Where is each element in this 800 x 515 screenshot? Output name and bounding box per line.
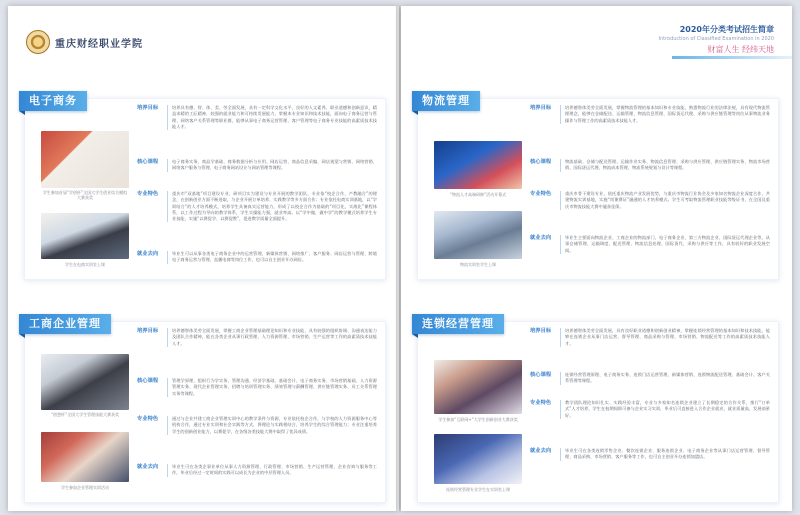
section-title: 连锁经营管理: [412, 314, 504, 334]
info-row: [137, 105, 377, 130]
info-row: [137, 191, 377, 222]
info-label: 核心课程: [530, 159, 561, 172]
info-label: 专业特色: [137, 416, 168, 435]
info-label: 专业特色: [530, 400, 561, 419]
header-decoration: [672, 56, 792, 59]
info-row: [137, 159, 377, 172]
info-label: 就业去向: [137, 251, 168, 264]
section-card-ecommerce: [24, 94, 386, 280]
info-row: [137, 378, 377, 397]
info-text: 培养德智体美劳全面发展，掌握物流管理的基本知识和专业技能，熟悉物流行业的法律法规，具有现代物流管理理念，能够在仓储配送、运输管理、物流信息管理、国际货运代理、采购与供应链管理等岗位从事物流业务操作与管理工作的高素质技术技能人才。: [565, 105, 770, 123]
section-card-logistics: [417, 94, 779, 280]
photo-caption: 连锁经营管理专业学生在实训室上课: [446, 487, 510, 492]
info-label: 就业去向: [137, 464, 168, 477]
section-title: 电子商务: [19, 91, 87, 111]
info-row: [137, 251, 377, 264]
info-text: 培养德智体美劳全面发展，具有良好职业道德和创新创业精神，掌握连锁经营管理的基本知识和技术技能，能够在连锁企业从事门店运营、督导管理、商品采购与管理、市场营销、物流配送等工作的高素质技术技能人才。: [565, 328, 770, 346]
page-header: [658, 24, 774, 55]
photo-caption: 学生参加首届“学创杯”全国大学生创业综合模拟大赛获奖: [42, 190, 128, 200]
info-label: 核心课程: [137, 159, 168, 172]
info-text: 毕业生可在各类企事业单位从事人力资源管理、行政管理、市场营销、生产运营管理、企业咨询与服务等工作，毕业后经过一定时间的实践可以成长为企业的中层管理人员。: [172, 464, 377, 476]
info-label: 专业特色: [137, 191, 168, 222]
info-text: 重庆市“双基地”项目建设专业，研项目实为建设与专业开展的教学团队，专业依“校企合作、产教融合”的理念，在创新创业方面不断进取，与企业开展订单培养、实践教学等多方面合作；专业依托电商实训基地，以“学训结合”的人才培养模式，培养学生具备真实运营能力，形成了以校企合作为基础的“项目化、实战化”课程体系，以工作过程为导向的教学体系，学生实操能力强，就业率高。以“学中做，做中学”的教学模式培养学生专业技能，实施“以赛促学、以赛促教”，促进教学质量全面提升。: [172, 191, 377, 222]
info-label: 培养目标: [137, 105, 168, 130]
info-row: [530, 328, 770, 347]
info-label: 专业特色: [530, 191, 561, 210]
brochure-title: 2020年分类考试招生简章: [679, 25, 774, 34]
info-label: 核心课程: [530, 372, 561, 385]
photo-caption: 物流实训室学生上课: [460, 262, 496, 267]
info-row: [137, 416, 377, 435]
section-photo: [41, 213, 129, 259]
photo-caption: “物流人才高端研修”活动开幕式: [449, 192, 507, 197]
info-text: 毕业生主要面向物流企业、工商企业的物流部门、电子商务企业、第三方物流企业、国际货运代理企业等，从事仓储管理、运输调度、配送管理、物流信息处理、国际货代、采购与供应等工作，具有较好的职业发展空间。: [565, 235, 770, 253]
info-row: [530, 105, 770, 124]
info-text: 连锁经营管理原理、电子商务实务、连锁门店运营管理、新媒体营销、连锁物流配送管理、基础会计、客户关系管理等课程。: [565, 372, 770, 384]
info-text: 管理学原理、组织行为学实务、管理沟通、经济学基础、基础会计、电子商务实务、市场营销基础、人力资源管理实务、现代企业管理实务、招聘与培训管理实务、绩效管理与薪酬管理、供应链管理实务、员工关系管理实务等课程。: [172, 378, 377, 396]
info-text: 重庆市骨干建设专业，依托重庆物流产业发展优势，与重庆市物流行业协会及多家知名物流企业深度合作，共建物流实训基地，实施“岗课赛证”融通的人才培养模式。学生可考取物流管理职业技能等级证书，在全国及重庆市物流技能大赛中屡获佳绩。: [565, 191, 770, 209]
photo-caption: “创想杯”全国大学生管理技能大赛获奖: [50, 412, 120, 417]
brochure-subtitle: Introduction of Classified Examination in 2020: [658, 36, 774, 42]
info-label: 就业去向: [530, 448, 561, 461]
info-text: 物流基础、仓储与配送管理、运输作业实务、物流信息管理、采购与供应管理、供应链管理实务、物流市场营销、国际货运代理、物流成本管理、物流系统规划与设计等课程。: [565, 159, 770, 171]
section-title: 物流管理: [412, 91, 480, 111]
info-label: 培养目标: [137, 328, 168, 347]
info-label: 培养目标: [530, 105, 561, 124]
section-photo: [434, 360, 522, 414]
photo-caption: 学生在电商实训室上课: [65, 262, 105, 267]
info-row: [530, 448, 770, 461]
info-label: 核心课程: [137, 378, 168, 397]
info-row: [530, 191, 770, 210]
info-row: [137, 328, 377, 347]
right-page: [401, 6, 792, 511]
info-text: 通过与企业共建工商企业管理实训中心的教学条件与资源，专业依托校企合作，与学校的人力资源服务中心等机构合作，通过专业实训和社会实践等方式，将理论与实践相结合，培养学生的综合管理能力；专业注重培养学生的创新创业能力，以赛促学，在各级各类技能大赛中取得了优异成绩。: [172, 416, 377, 434]
info-row: [530, 400, 770, 419]
info-text: 教学团队理论知识扎实、实践经验丰富，专业与多家知名连锁企业建立了长期稳定的合作关系，推行“订单式”人才培养，学生在校期间即可参与企业实习实训，毕业后可直接进入合作企业就业，就业质量高，发展前景好。: [565, 400, 770, 418]
brochure-slogan: 财富人生 经纬天地: [707, 45, 774, 54]
section-card-chain-operation: [417, 317, 779, 503]
photo-caption: 学生参加企业管理实训活动: [61, 485, 109, 490]
section-card-business-management: [24, 317, 386, 503]
info-row: [530, 372, 770, 385]
photo-caption: 学生参加“互联网+”大学生创新创业大赛获奖: [438, 417, 518, 422]
info-row: [137, 464, 377, 477]
info-text: 培养德智体美劳全面发展，掌握工商企业管理基础理论知识和专业技能，具有较强的组织协调、沟通表达能力及团队合作精神，能在各类企业从事行政管理、人力资源管理、市场营销、生产运营等工作的高素质技术技能人才。: [172, 328, 377, 346]
section-title: 工商企业管理: [19, 314, 111, 334]
section-photo: [41, 131, 129, 188]
school-name: 重庆财经职业学院: [55, 38, 143, 50]
school-seal-icon: [26, 30, 50, 54]
info-text: 毕业生可以从事各类电子商务企业中的运营管理、新媒体营销、网络推广、客户服务、网店运营与管理、跨境电子商务运营与管理、直播电商等岗位工作，也可以自主创业开办网店。: [172, 251, 377, 263]
section-photo: [41, 354, 129, 410]
info-row: [530, 159, 770, 172]
section-photo: [434, 434, 522, 484]
info-text: 电子商务实务、商品学基础、商务数据分析与应用、网店运营、商品信息采编、网店视觉与营销、网络营销、网络客户服务与管理、电子商务网站设计与网站管理等课程。: [172, 159, 377, 171]
info-label: 培养目标: [530, 328, 561, 347]
school-logo: [26, 30, 143, 54]
section-photo: [434, 141, 522, 189]
left-page: [8, 6, 399, 511]
info-row: [530, 235, 770, 254]
info-label: 就业去向: [530, 235, 561, 254]
section-photo: [434, 211, 522, 259]
info-text: 毕业生可在各类连锁零售企业、餐饮连锁企业、服务连锁企业、电子商务企业等从事门店运营管理、督导管理、商品采购、市场营销、客户服务等工作，也可自主创业开办连锁加盟店。: [565, 448, 770, 460]
info-text: 培养具有德、智、体、美、劳全面发展，具有一定科学文化水平，良好的人文素养、职业道德和创新意识，精益求精的工匠精神，较强的就业能力和可持续发展能力，掌握本专业知识和技术技能，面向电子商务运营与管理、网络客户关系管理等职业群，能够从事电子商务运营管理、客户管理等电子商务专业技能的高素质技术技能人才。: [172, 105, 377, 129]
section-photo: [41, 432, 129, 482]
